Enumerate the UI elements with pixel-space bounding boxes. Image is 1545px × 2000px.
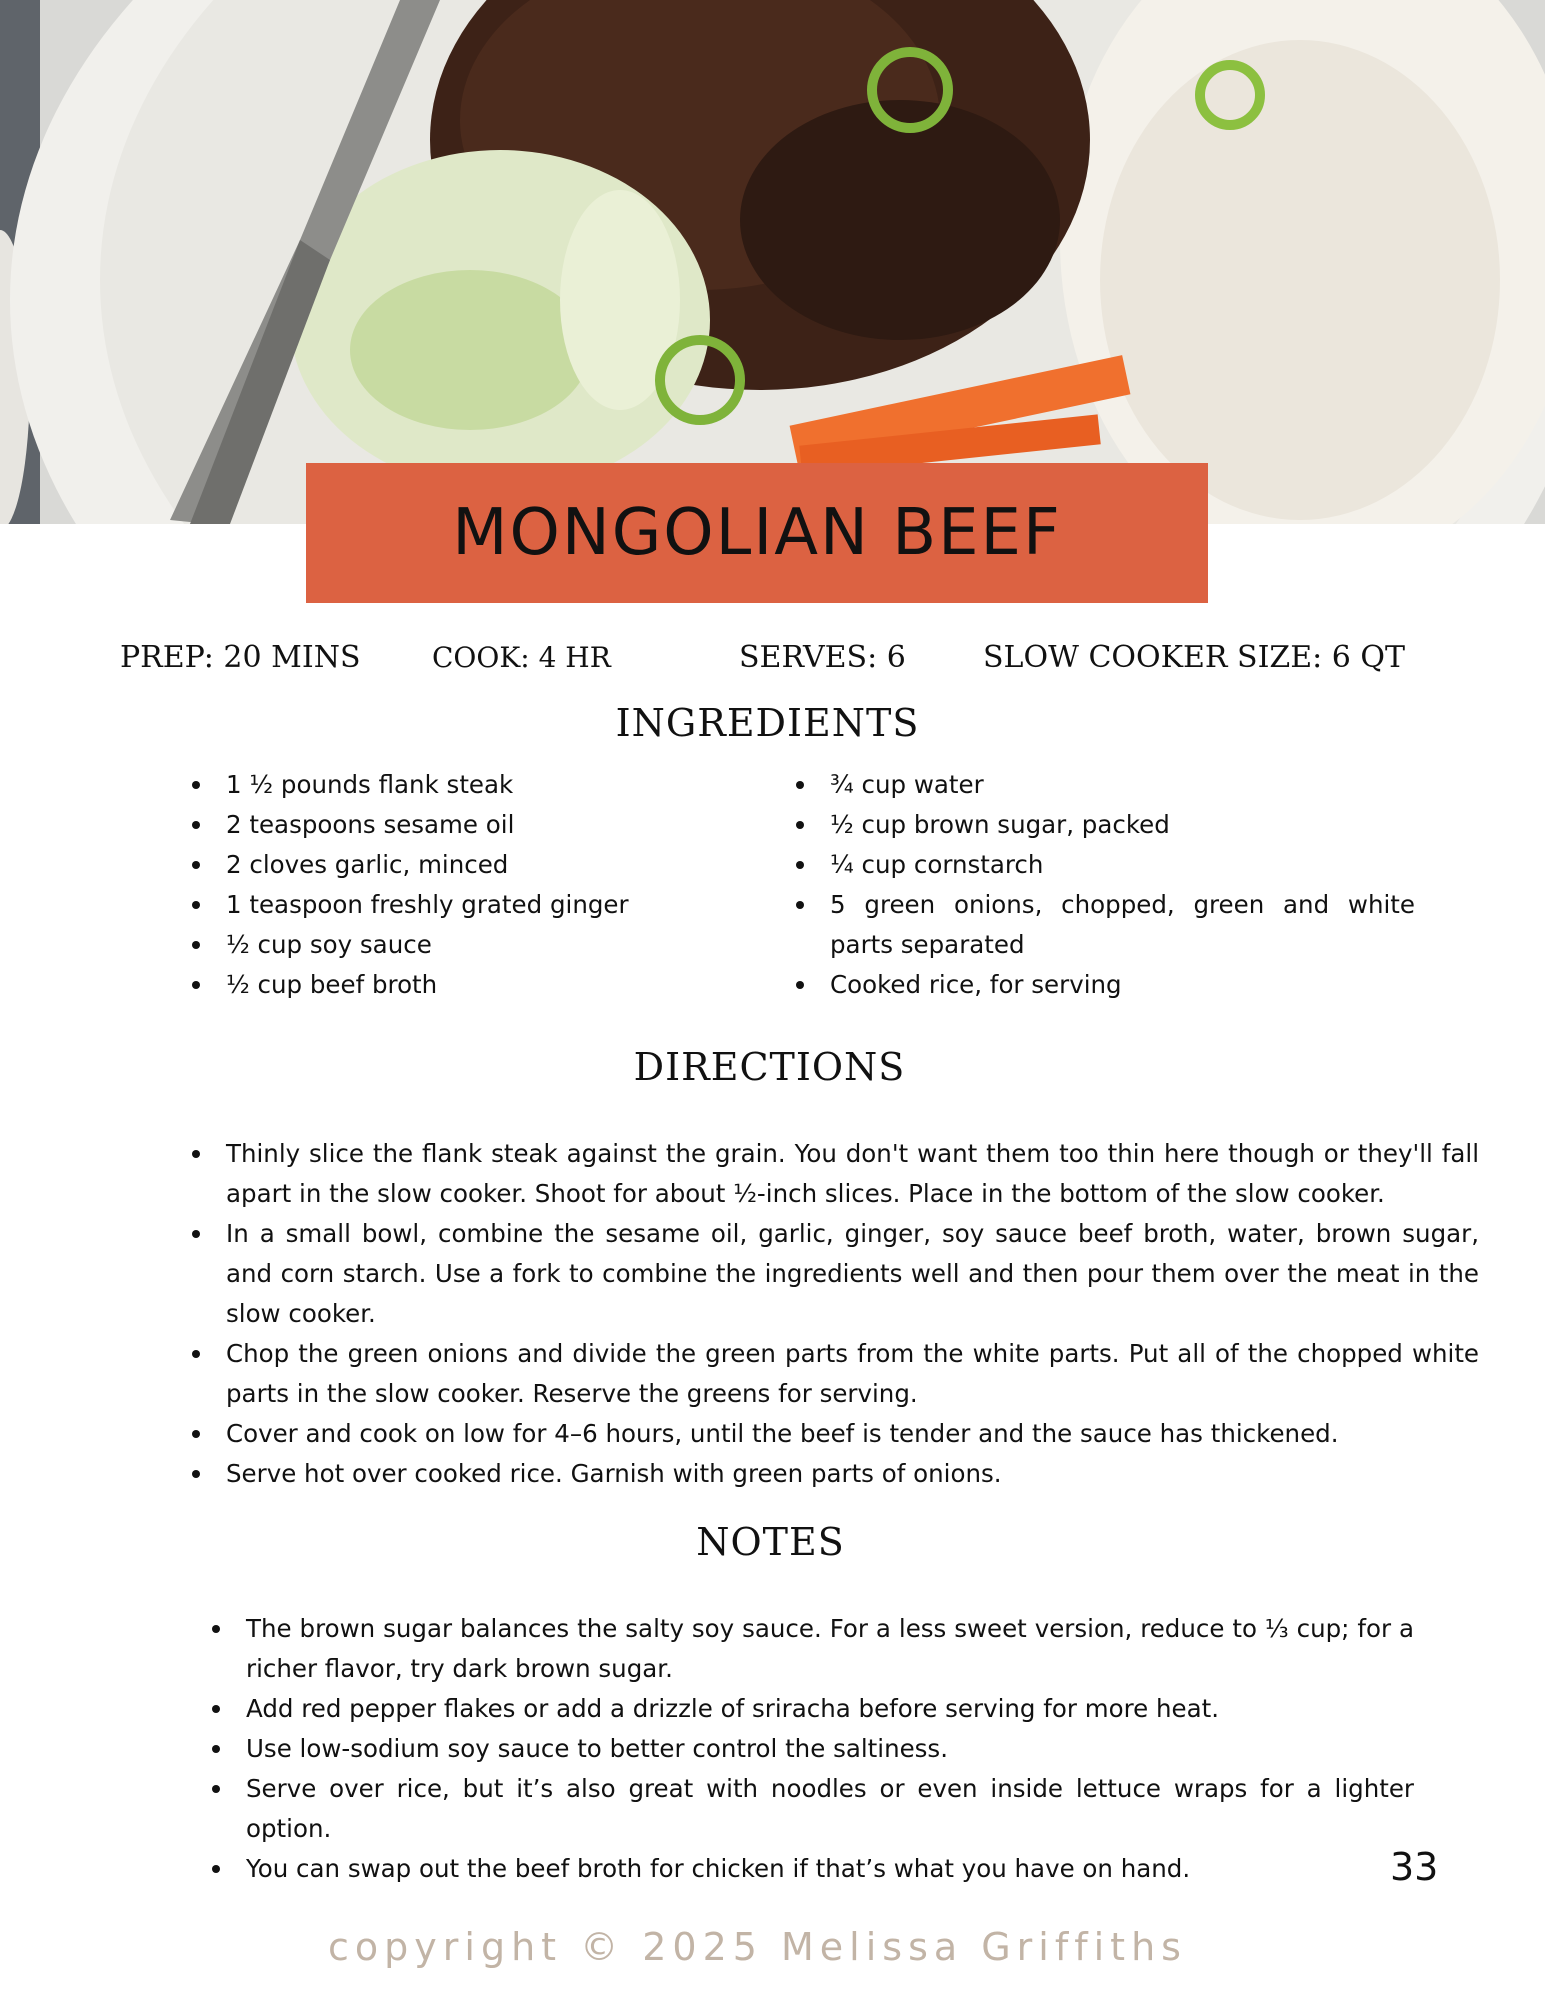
note-item: You can swap out the beef broth for chicken if that’s what you have on hand.: [206, 1849, 1414, 1889]
ingredient-item: ¼ cup cornstarch: [790, 845, 1415, 885]
page-number: 33: [1390, 1845, 1439, 1889]
ingredient-item: ½ cup beef broth: [186, 965, 746, 1005]
cook-time: COOK: 4 HR: [432, 641, 611, 674]
ingredients-list-right: [790, 765, 1415, 1005]
serves: SERVES: 6: [739, 640, 906, 675]
ingredient-item: ½ cup brown sugar, packed: [790, 805, 1415, 845]
direction-step: Serve hot over cooked rice. Garnish with green parts of onions.: [186, 1454, 1479, 1494]
notes-list: [206, 1609, 1414, 1889]
direction-step: Cover and cook on low for 4–6 hours, until the beef is tender and the sauce has thickened.: [186, 1414, 1479, 1454]
title-banner: [306, 463, 1208, 603]
prep-time: PREP: 20 MINS: [120, 640, 361, 675]
ingredients-list-left: [186, 765, 746, 1005]
direction-step: Chop the green onions and divide the green parts from the white parts. Put all of the chopped white parts in the slow cooker. Reserve the greens for serving.: [186, 1334, 1479, 1414]
ingredient-item: Cooked rice, for serving: [790, 965, 1415, 1005]
copyright-text: copyright © 2025 Melissa Griffiths: [328, 1925, 1187, 1969]
ingredient-item: 1 ½ pounds flank steak: [186, 765, 746, 805]
ingredient-item: 5 green onions, chopped, green and white parts separated: [790, 885, 1415, 965]
direction-step: Thinly slice the flank steak against the grain. You don't want them too thin here though or they'll fall apart in the slow cooker. Shoot for about ½-inch slices. Place in the bottom of the slow cooker.: [186, 1134, 1479, 1214]
slow-cooker-size: SLOW COOKER SIZE: 6 QT: [983, 640, 1406, 675]
ingredients-heading: INGREDIENTS: [615, 701, 920, 745]
direction-step: In a small bowl, combine the sesame oil, garlic, ginger, soy sauce beef broth, water, brown sugar, and corn starch. Use a fork to combine the ingredients well and then pour them over the meat in the slow cooker.: [186, 1214, 1479, 1334]
note-item: The brown sugar balances the salty soy sauce. For a less sweet version, reduce to ⅓ cup; for a richer flavor, try dark brown sugar.: [206, 1609, 1414, 1689]
ingredient-item: 1 teaspoon freshly grated ginger: [186, 885, 746, 925]
note-item: Serve over rice, but it’s also great with noodles or even inside lettuce wraps for a lighter option.: [206, 1769, 1414, 1849]
notes-heading: NOTES: [696, 1520, 845, 1564]
note-item: Add red pepper flakes or add a drizzle of sriracha before serving for more heat.: [206, 1689, 1414, 1729]
ingredient-item: 2 teaspoons sesame oil: [186, 805, 746, 845]
directions-list: [186, 1134, 1479, 1494]
recipe-title: MONGOLIAN BEEF: [452, 496, 1062, 570]
ingredient-item: ¾ cup water: [790, 765, 1415, 805]
ingredient-item: 2 cloves garlic, minced: [186, 845, 746, 885]
hero-photo: [0, 0, 1545, 524]
note-item: Use low-sodium soy sauce to better control the saltiness.: [206, 1729, 1414, 1769]
directions-heading: DIRECTIONS: [633, 1045, 906, 1089]
ingredient-item: ½ cup soy sauce: [186, 925, 746, 965]
